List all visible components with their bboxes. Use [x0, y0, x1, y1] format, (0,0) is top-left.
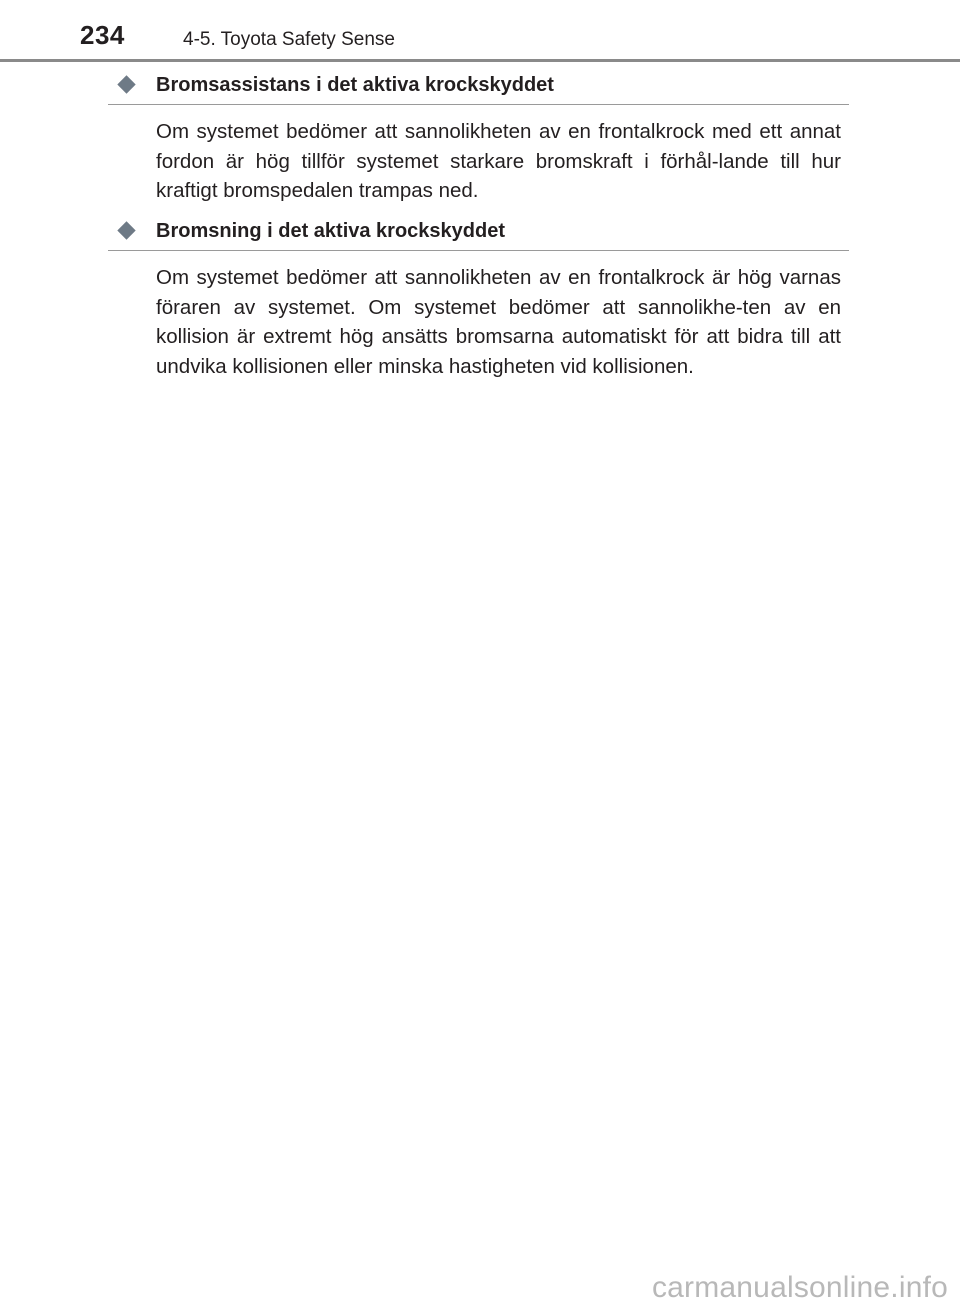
- diamond-icon: [117, 75, 135, 93]
- section-heading: [108, 70, 849, 105]
- watermark: carmanualsonline.info: [651, 1271, 948, 1304]
- section-heading: [108, 216, 849, 251]
- page-number: 234: [80, 20, 125, 50]
- section-braking: [108, 216, 849, 381]
- page-header: [0, 0, 960, 62]
- section-heading-text: Bromsning i det aktiva krockskyddet: [156, 220, 506, 242]
- section-body: Om systemet bedömer att sannolikheten av en frontalkrock med ett annat fordon är hög tillför systemet starkare bromskraft i förhål-lande till hur kraftigt bromspedalen trampas ned.: [156, 120, 841, 202]
- section-brake-assist: [108, 70, 849, 206]
- diamond-icon: [117, 221, 135, 239]
- section-heading-text: Bromsassistans i det aktiva krockskyddet: [156, 74, 554, 96]
- section-body: Om systemet bedömer att sannolikheten av en frontalkrock är hög varnas föraren av systemet. Om systemet bedömer att sannolikhe-ten av en kollision är extremt hög ansätts bromsarna automatiskt för att bidra till att undvika kollisionen eller minska hastigheten vid kollisionen.: [156, 266, 841, 378]
- header-divider: [0, 59, 960, 62]
- section-title: 4-5. Toyota Safety Sense: [183, 29, 395, 50]
